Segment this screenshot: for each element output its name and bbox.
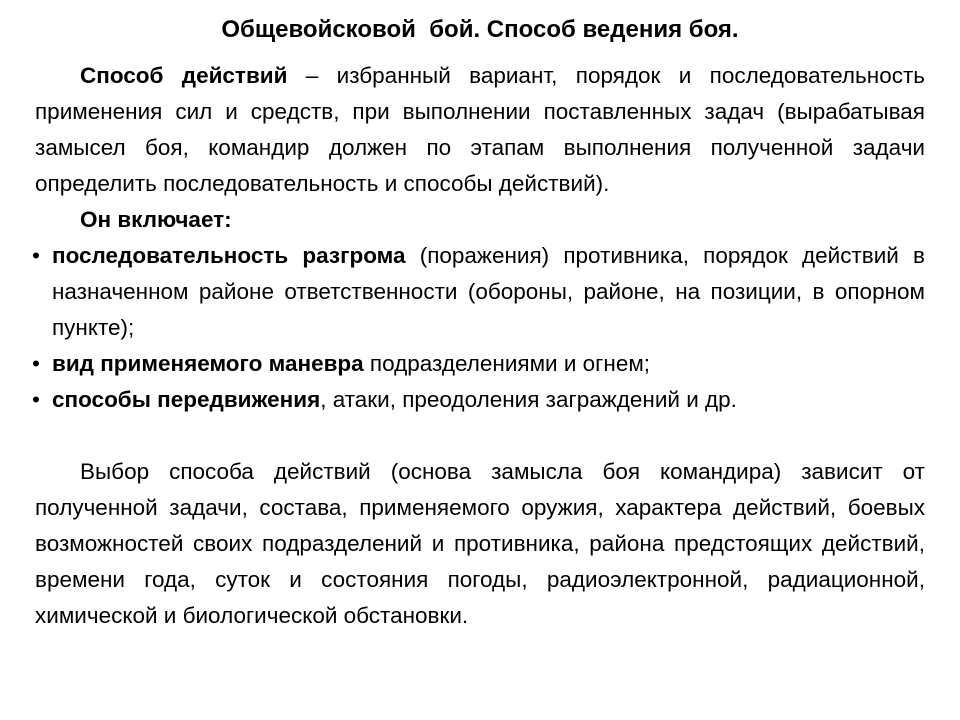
bullet-bold-text: вид применяемого маневра <box>52 351 364 376</box>
definition-paragraph <box>35 58 925 202</box>
bullet-item <box>32 382 925 418</box>
slide-title: Общевойсковой бой. Способ ведения боя. <box>221 16 739 43</box>
bullet-item <box>32 238 925 346</box>
definition-term: Способ действий <box>80 63 288 88</box>
bullet-icon: • <box>32 243 40 268</box>
bullet-text: подразделениями и огнем; <box>363 351 651 376</box>
bullet-icon: • <box>32 351 40 376</box>
definition-text: – избранный вариант, порядок и последовательность применения сил и средств, при выполнении поставленных задач (вырабатывая замысел боя, командир должен по этапам выполнения полученной задачи определить последовательность и способы действий). <box>35 63 925 196</box>
bullet-icon: • <box>32 387 40 412</box>
spacer <box>35 418 925 454</box>
bullet-bold-text: последовательность разгрома <box>52 243 406 268</box>
bullet-item <box>32 346 925 382</box>
bullet-bold-text: способы передвижения <box>52 387 321 412</box>
bullet-list <box>32 238 925 418</box>
bullet-text: (поражения) противника, порядок действий в назначенном районе ответственности (обороны, районе, на позиции, в опорном пункте); <box>52 243 925 340</box>
bullet-text: , атаки, преодоления заграждений и др. <box>320 387 737 412</box>
includes-label: Он включает: <box>80 207 232 232</box>
conclusion-paragraph: Выбор способа действий (основа замысла боя командира) зависит от полученной задачи, состава, применяемого оружия, характера действий, боевых возможностей своих подразделений и противника, района предстоящих действий, времени года, суток и состояния погоды, радиоэлектронной, радиационной, химической и биологической обстановки. <box>35 459 925 628</box>
